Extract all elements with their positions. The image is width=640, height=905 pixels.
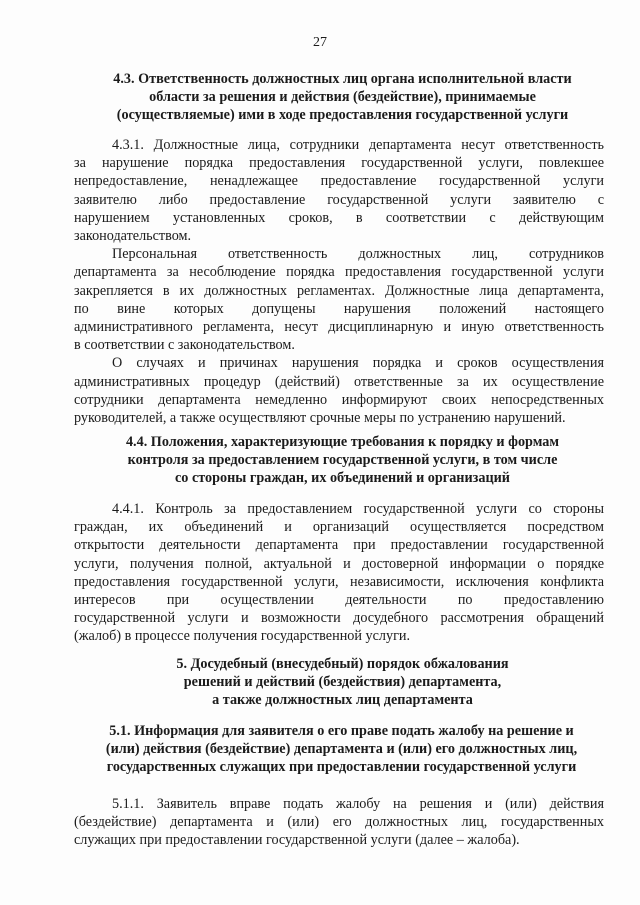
paragraph-line: О случаях и причинах нарушения порядка и сроков осуществления xyxy=(112,355,604,372)
paragraph-line: за нарушение порядка предоставления государственной услуги, повлекшее xyxy=(74,155,604,172)
paragraph-line: закрепляется в их должностных регламентах. Должностные лица департамента, xyxy=(74,282,604,299)
section-5-1-heading xyxy=(74,722,609,777)
heading-line: 5.1. Информация для заявителя о его праве подать жалобу на решение и xyxy=(109,723,574,739)
paragraph-line: административного регламента, несут дисциплинарную и иную ответственность xyxy=(74,319,604,336)
paragraph-line: нарушением установленных сроков, в соответствии с действующим xyxy=(74,209,604,226)
paragraph-line: (жалоб) в процессе получения государственной услуги. xyxy=(74,628,411,645)
paragraph-line: открытости деятельности департамента при предоставлении государственной xyxy=(74,537,604,554)
paragraph-line: 4.4.1. Контроль за предоставлением государственной услуги со стороны xyxy=(112,501,604,517)
heading-line: решений и действий (бездействия) департамента, xyxy=(183,674,502,691)
paragraph-line: 4.3.1. Должностные лица, сотрудники департамента несут ответственность xyxy=(112,137,604,153)
paragraph-line: по вине которых допущены нарушения положений настоящего xyxy=(74,300,604,317)
paragraph-line: Персональная ответственность должностных лиц, сотрудников xyxy=(112,246,604,263)
heading-line: (или) действия (бездействие) департамента и (или) его должностных лиц, xyxy=(105,741,578,758)
paragraph-line: (бездействие) департамента и (или) его должностных лиц, государственных xyxy=(74,814,604,831)
paragraph-line: законодательством. xyxy=(74,228,192,245)
paragraph-line: интересов при осуществлении деятельности по предоставлению xyxy=(74,592,604,609)
paragraph-line: сотрудники департамента немедленно информируют своих непосредственных xyxy=(74,391,604,408)
paragraph-line: служащих при предоставлении государственной услуги (далее – жалоба). xyxy=(74,832,520,849)
paragraph-line: руководителей, а также осуществляют срочные меры по устранению нарушений. xyxy=(74,410,566,427)
paragraph-line: граждан, их объединений и организаций осуществляется посредством xyxy=(74,519,604,536)
heading-line: а также должностных лиц департамента xyxy=(212,692,473,709)
heading-line: контроля за предоставлением государственной услуги, в том числе xyxy=(127,452,558,469)
heading-line: 4.4. Положения, характеризующие требования к порядку и формам xyxy=(125,434,560,450)
heading-line: (осуществляемые) ими в ходе предоставления государственной услуги xyxy=(116,107,569,124)
heading-line: области за решения и действия (бездействие), принимаемые xyxy=(149,89,536,106)
paragraph-line: заявителю либо предоставление государственной услуги заявителю с xyxy=(74,191,604,208)
paragraph-line: услуги, получения полной, актуальной и достоверной информации о порядке xyxy=(74,555,604,572)
section-4-4-heading xyxy=(80,433,605,488)
section-4-3-heading xyxy=(80,70,605,125)
section-5-1-body xyxy=(74,795,604,850)
heading-line: государственных служащих при предоставлении государственной услуги xyxy=(106,759,577,776)
paragraph-line: 5.1.1. Заявитель вправе подать жалобу на решения и (или) действия xyxy=(112,796,604,812)
paragraph-line: административных процедур (действий) ответственные за их осуществление xyxy=(74,373,604,390)
paragraph-line: предоставления государственной услуги, независимости, исключения конфликта xyxy=(74,573,604,590)
paragraph-line: государственной услуги и возможности досудебного рассмотрения обращений xyxy=(74,610,604,627)
paragraph-line: непредоставление, ненадлежащее предоставление государственной услуги xyxy=(74,173,604,190)
section-4-4-body xyxy=(74,500,604,646)
heading-line: со стороны граждан, их объединений и организаций xyxy=(175,470,510,487)
paragraph-line: в соответствии с законодательством. xyxy=(74,337,295,354)
heading-line: 5. Досудебный (внесудебный) порядок обжалования xyxy=(176,656,509,672)
section-5-heading xyxy=(80,655,605,710)
heading-line: 4.3. Ответственность должностных лиц органа исполнительной власти xyxy=(113,71,572,87)
page-number: 27 xyxy=(313,35,327,50)
paragraph-line: департамента за несоблюдение порядка предоставления государственной услуги xyxy=(74,264,604,281)
section-4-3-body xyxy=(74,136,604,427)
